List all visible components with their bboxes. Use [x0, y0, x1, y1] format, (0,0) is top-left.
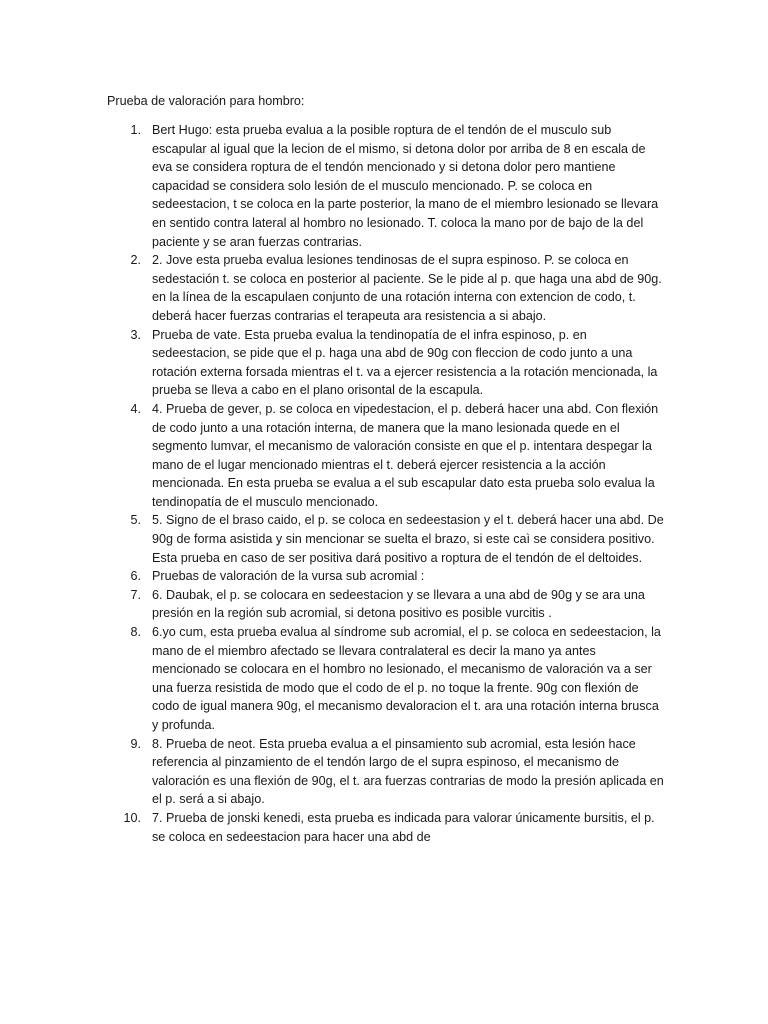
list-item-number: 5.	[130, 513, 141, 528]
list-item-text: 7. Prueba de jonski kenedi, esta prueba es indicada para valorar únicamente bursitis, el p. se coloca en sedeestacion para hacer una abd de	[152, 810, 655, 844]
list-item	[107, 586, 667, 623]
list-item	[107, 511, 667, 567]
list-item	[107, 567, 667, 586]
list-item	[107, 400, 667, 512]
list-item-number: 7.	[130, 587, 141, 602]
list-item-number: 3.	[130, 327, 141, 342]
list-item-number: 1.	[130, 123, 141, 137]
list-item-number: 10.	[123, 810, 141, 825]
list-item-text: 8. Prueba de neot. Esta prueba evalua a el pinsamiento sub acromial, esta lesión hace referencia al pinzamiento de el tendón largo de el supra espinoso, el mecanismo de valoración es una flexión de 90g, el t. ara fuerzas contrarias de modo la presión aplicada en el p. será a si abajo.	[152, 736, 664, 807]
list-item-text: 4. Prueba de gever, p. se coloca en vipedestacion, el p. deberá hacer una abd. Con flexión de codo junto a una rotación interna, de manera que la mano lesionada quede en el segmento lumvar, el mecanismo de valoración consiste en que el p. intentara despegar la mano de el lugar mencionado mientras el t. deberá ejercer resistencia a la acción mencionada. En esta prueba se evalua a el sub escapular dato esta prueba solo evalua la tendinopatía de el musculo mencionado.	[152, 401, 659, 509]
list-item-text: 2. Jove esta prueba evalua lesiones tendinosas de el supra espinoso. P. se coloca en sedestación t. se coloca en posterior al paciente. Se le pide al p. que haga una abd de 90g. en la línea de la escapulaen conjunto de una rotación interna con extencion de codo, t. deberá hacer fuerzas contrarias el terapeuta ara resistencia a si abajo.	[152, 253, 662, 323]
list-item	[107, 121, 667, 251]
list-item-text: 6.yo cum, esta prueba evalua al síndrome sub acromial, el p. se coloca en sedeestacion, la mano de el miembro afectado se llevara contralateral es decir la mano ya antes mencionado se colocara en el hombro no lesionado, el mecanismo de valoración va a ser una fuerza resistida de modo que el codo de el p. no toque la frente. 90g con flexión de codo de igual manera 90g, el mecanismo devaloracion el t. ara una rotación interna brusca y profunda.	[152, 625, 661, 732]
list-item-number: 6.	[130, 569, 141, 584]
list-item-text: 5. Signo de el braso caido, el p. se coloca en sedeestasion y el t. deberá hacer una abd. De 90g de forma asistida y sin mencionar se suelta el brazo, si este caì se considera positivo. Esta prueba en caso de ser positiva dará positivo a roptura de el tendón de el deltoides.	[152, 513, 664, 565]
list-item	[107, 326, 667, 400]
numbered-list	[107, 121, 667, 846]
list-item	[107, 735, 667, 809]
list-item-text: Prueba de vate. Esta prueba evalua la tendinopatía de el infra espinoso, p. en sedeestacion, se pide que el p. haga una abd de 90g con fleccion de codo junto a una rotación externa forsada mientras el t. va a ejercer resistencia a la rotación mencionada, la prueba se lleva a cabo en el plano orisontal de la escapula.	[152, 327, 658, 398]
list-item	[107, 809, 667, 846]
list-item	[107, 623, 667, 735]
list-item-text: Bert Hugo: esta prueba evalua a la posible roptura de el tendón de el musculo sub escapular al igual que la lecion de el mismo, si detona dolor por arriba de 8 en escala de eva se considera roptura de el tendón mencionado y si detona dolor pero mantiene capacidad se considera solo lesión de el musculo mencionado. P. se coloca en sedeestacion, t se coloca en la parte posterior, la mano de el miembro lesionado se llevara en sentido contra lateral al hombro no lesionado. T. coloca la mano por de bajo de la del paciente y se aran fuerzas contrarias.	[152, 123, 659, 249]
list-item-number: 2.	[130, 253, 141, 268]
list-item-number: 8.	[130, 625, 141, 640]
list-item-text: Pruebas de valoración de la vursa sub acromial :	[152, 569, 425, 584]
list-item	[107, 251, 667, 325]
list-item-text: 6. Daubak, el p. se colocara en sedeestacion y se llevara a una abd de 90g y se ara una presión en la región sub acromial, si detona positivo es posible vurcitis .	[152, 587, 645, 621]
list-item-number: 4.	[130, 401, 141, 416]
list-item-number: 9.	[130, 736, 141, 751]
document-heading: Prueba de valoración para hombro:	[107, 94, 305, 108]
